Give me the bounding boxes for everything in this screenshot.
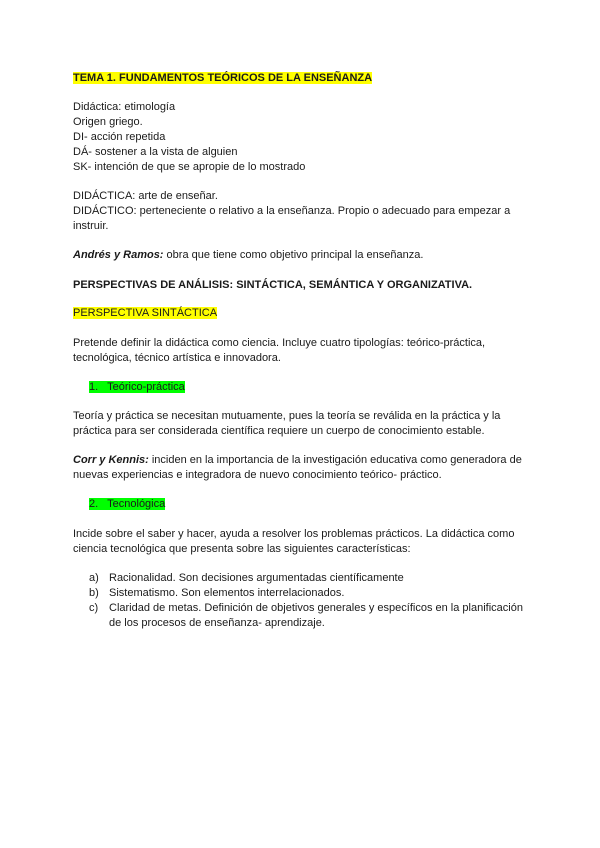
section-heading-tecnologica [89, 497, 165, 512]
list-item-text: Racionalidad. Son decisiones argumentadas científicamente [109, 572, 404, 584]
andres-ramos-paragraph [73, 248, 423, 263]
sintactica-paragraph-cont: tecnológica, técnico artística e innovadora. [73, 352, 281, 364]
corr-kennis-paragraph-cont: nuevas experiencias e integradora de nuevo conocimiento teórico- práctico. [73, 469, 442, 481]
page-title [73, 71, 372, 86]
paragraph-text: inciden en la importancia de la investigación educativa como generadora de [148, 454, 522, 466]
list-item-text: Claridad de metas. Definición de objetivos generales y específicos en la planificación [109, 602, 523, 614]
section1-paragraph: Teoría y práctica se necesitan mutuamente, pues la teoría se reválida en la práctica y la [73, 410, 501, 422]
etymology-line: Origen griego. [73, 116, 143, 128]
sintactica-highlight: PERSPECTIVA SINTÁCTICA [73, 307, 218, 319]
section2-paragraph: Incide sobre el saber y hacer, ayuda a resolver los problemas prácticos. La didáctica como [73, 528, 515, 540]
sintactica-heading [73, 306, 217, 321]
section2-paragraph-cont: ciencia tecnológica que presenta sobre las siguientes características: [73, 543, 411, 555]
etymology-line: SK- intención de que se apropie de lo mostrado [73, 161, 306, 173]
etymology-line: DI- acción repetida [73, 131, 166, 143]
definition-didactico: DIDÁCTICO: perteneciente o relativo a la enseñanza. Propio o adecuado para empezar a [73, 205, 511, 217]
definition-didactica: DIDÁCTICA: arte de enseñar. [73, 190, 218, 202]
title-highlight: TEMA 1. FUNDAMENTOS TEÓRICOS DE LA ENSEÑANZA [73, 72, 373, 84]
etymology-line: Didáctica: etimología [73, 101, 176, 113]
corr-kennis-paragraph [73, 453, 522, 468]
section-heading-teorico-practica [89, 380, 185, 395]
section1-paragraph-cont: práctica para ser considerada científica requiere un cuerpo de conocimiento estable. [73, 425, 485, 437]
sintactica-paragraph: Pretende definir la didáctica como ciencia. Incluye cuatro tipologías: teórico-práctica, [73, 337, 486, 349]
list-item-text-cont: de los procesos de enseñanza- aprendizaje. [109, 617, 325, 629]
paragraph-text: obra que tiene como objetivo principal la enseñanza. [163, 249, 424, 261]
list-marker: b) [89, 587, 99, 599]
definition-didactico-cont: instruir. [73, 220, 109, 232]
list-marker: c) [89, 602, 99, 614]
list-marker: a) [89, 572, 99, 584]
author-names: Andrés y Ramos: [73, 249, 164, 261]
author-names: Corr y Kennis: [73, 454, 149, 466]
section-highlight: 1. Teórico-práctica [89, 381, 185, 393]
perspectives-heading: PERSPECTIVAS DE ANÁLISIS: SINTÁCTICA, SEMÁNTICA Y ORGANIZATIVA. [73, 279, 473, 291]
list-item-text: Sistematismo. Son elementos interrelacionados. [109, 587, 345, 599]
section-highlight: 2. Tecnológica [89, 498, 166, 510]
etymology-line: DÁ- sostener a la vista de alguien [73, 146, 238, 158]
